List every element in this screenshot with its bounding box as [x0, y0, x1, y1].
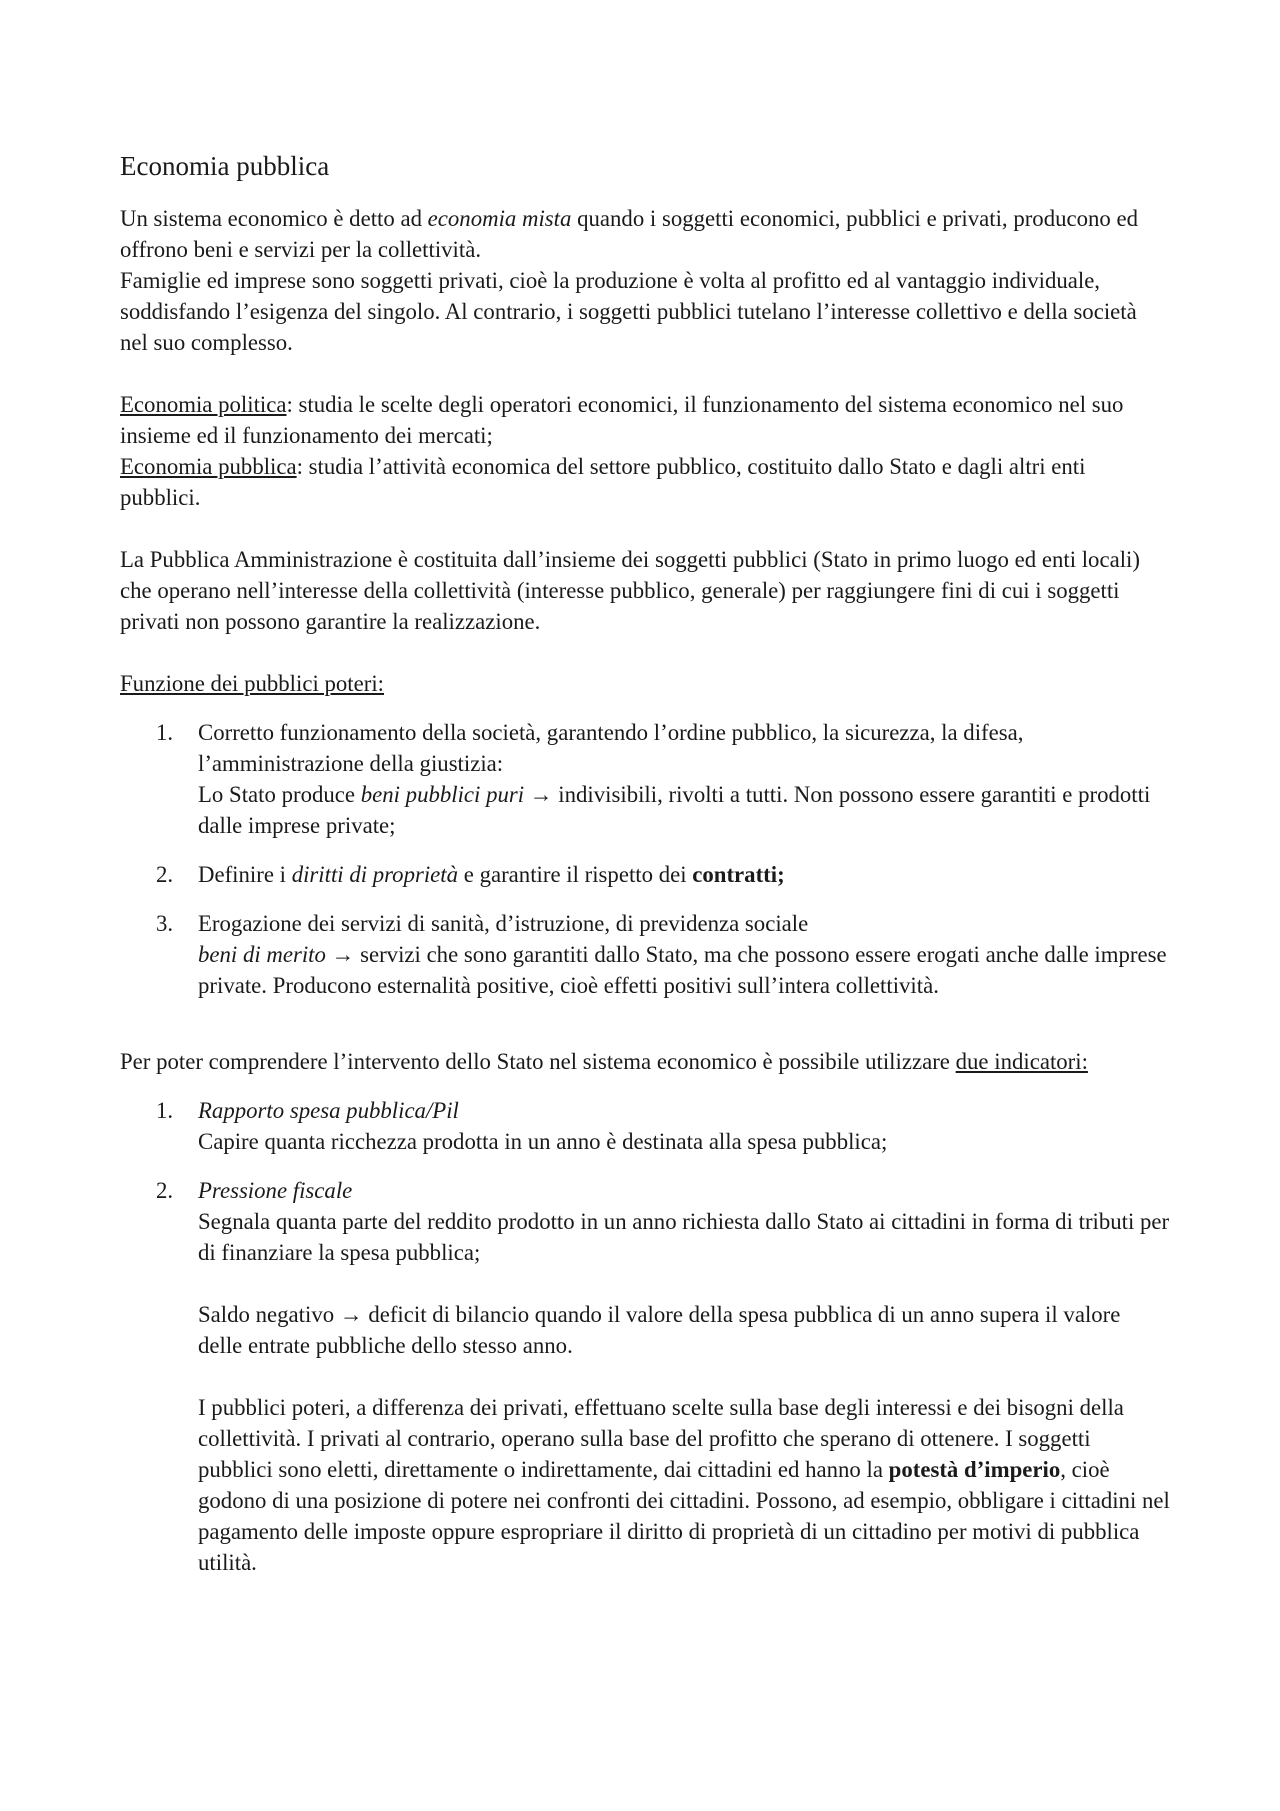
term-due-indicatori: due indicatori:: [955, 1049, 1088, 1074]
list-item: 1. Corretto funzionamento della società, garantendo l’ordine pubblico, la sicurezza, la difesa, l’amministrazione della giustizia: Lo Stato produce beni pubblici puri → indivisibili, rivolti a tutti. Non possono essere garantiti e prodotti dalle imprese private;: [156, 720, 1151, 838]
list-item: 1. Rapporto spesa pubblica/Pil Capire quanta ricchezza prodotta in un anno è destinata alla spesa pubblica;: [156, 1098, 888, 1154]
page-title: Economia pubblica: [120, 151, 330, 181]
intro-paragraph-1: Un sistema economico è detto ad economia mista quando i soggetti economici, pubblici e privati, producono ed offrono beni e servizi per la collettività.: [120, 206, 1139, 262]
definition-economia-politica: Economia politica: studia le scelte degli operatori economici, il funzionamento del sistema economico nel suo insieme ed il funzionamento dei mercati;: [120, 392, 1124, 448]
definition-economia-pubblica: Economia pubblica: studia l’attività economica del settore pubblico, costituito dallo Stato e dagli altri enti pubblici.: [120, 454, 1086, 510]
functions-list: [120, 717, 1170, 1001]
functions-heading: Funzione dei pubblici poteri:: [120, 671, 385, 696]
intro-paragraph-2: Famiglie ed imprese sono soggetti privati, cioè la produzione è volta al profitto ed al vantaggio individuale, soddisfando l’esigenza del singolo. Al contrario, i soggetti pubblici tutelano l’interesse collettivo e della società nel suo complesso.: [120, 268, 1137, 355]
list-item: 2. Pressione fiscale Segnala quanta parte del reddito prodotto in un anno richiesta dallo Stato ai cittadini in forma di tributi per di finanziare la spesa pubblica;: [156, 1178, 1170, 1265]
list-item: 3. Erogazione dei servizi di sanità, d’istruzione, di previdenza sociale beni di merito → servizi che sono garantiti dallo Stato, ma che possono essere erogati anche dalle imprese private. Producono esternalità positive, cioè effetti positivi sull’intera collettività.: [156, 911, 1167, 998]
list-item: 2. Definire i diritti di proprietà e garantire il rispetto dei contratti;: [156, 862, 785, 887]
indicators-list: [120, 1095, 1170, 1268]
term-potesta-imperio: potestà d’imperio: [888, 1457, 1061, 1482]
term-economia-mista: economia mista: [427, 206, 572, 231]
final-paragraph: I pubblici poteri, a differenza dei privati, effettuano scelte sulla base degli interessi e dei bisogni della collettività. I privati al contrario, operano sulla base del profitto che sperano di ottenere. I soggetti pubblici sono eletti, direttamente o indirettamente, dai cittadini ed hanno la potestà d’imperio, cioè godono di una posizione di potere nei confronti dei cittadini. Possono, ad esempio, obbligare i cittadini nel pagamento delle imposte oppure espropriare il diritto di proprietà di un cittadino per motivi di pubblica utilità.: [198, 1395, 1170, 1575]
term-economia-pubblica: Economia pubblica: [120, 454, 297, 479]
saldo-paragraph: Saldo negativo → deficit di bilancio quando il valore della spesa pubblica di un anno supera il valore delle entrate pubbliche dello stesso anno.: [198, 1302, 1121, 1358]
pa-paragraph: La Pubblica Amministrazione è costituita dall’insieme dei soggetti pubblici (Stato in primo luogo ed enti locali) che operano nell’interesse della collettività (interesse pubblico, generale) per raggiungere fini di cui i soggetti privati non possono garantire la realizzazione.: [120, 547, 1140, 634]
term-economia-politica: Economia politica: [120, 392, 287, 417]
document-body: [120, 149, 1170, 1578]
indicators-intro: Per poter comprendere l’intervento dello Stato nel sistema economico è possibile utilizzare due indicatori:: [120, 1049, 1088, 1074]
